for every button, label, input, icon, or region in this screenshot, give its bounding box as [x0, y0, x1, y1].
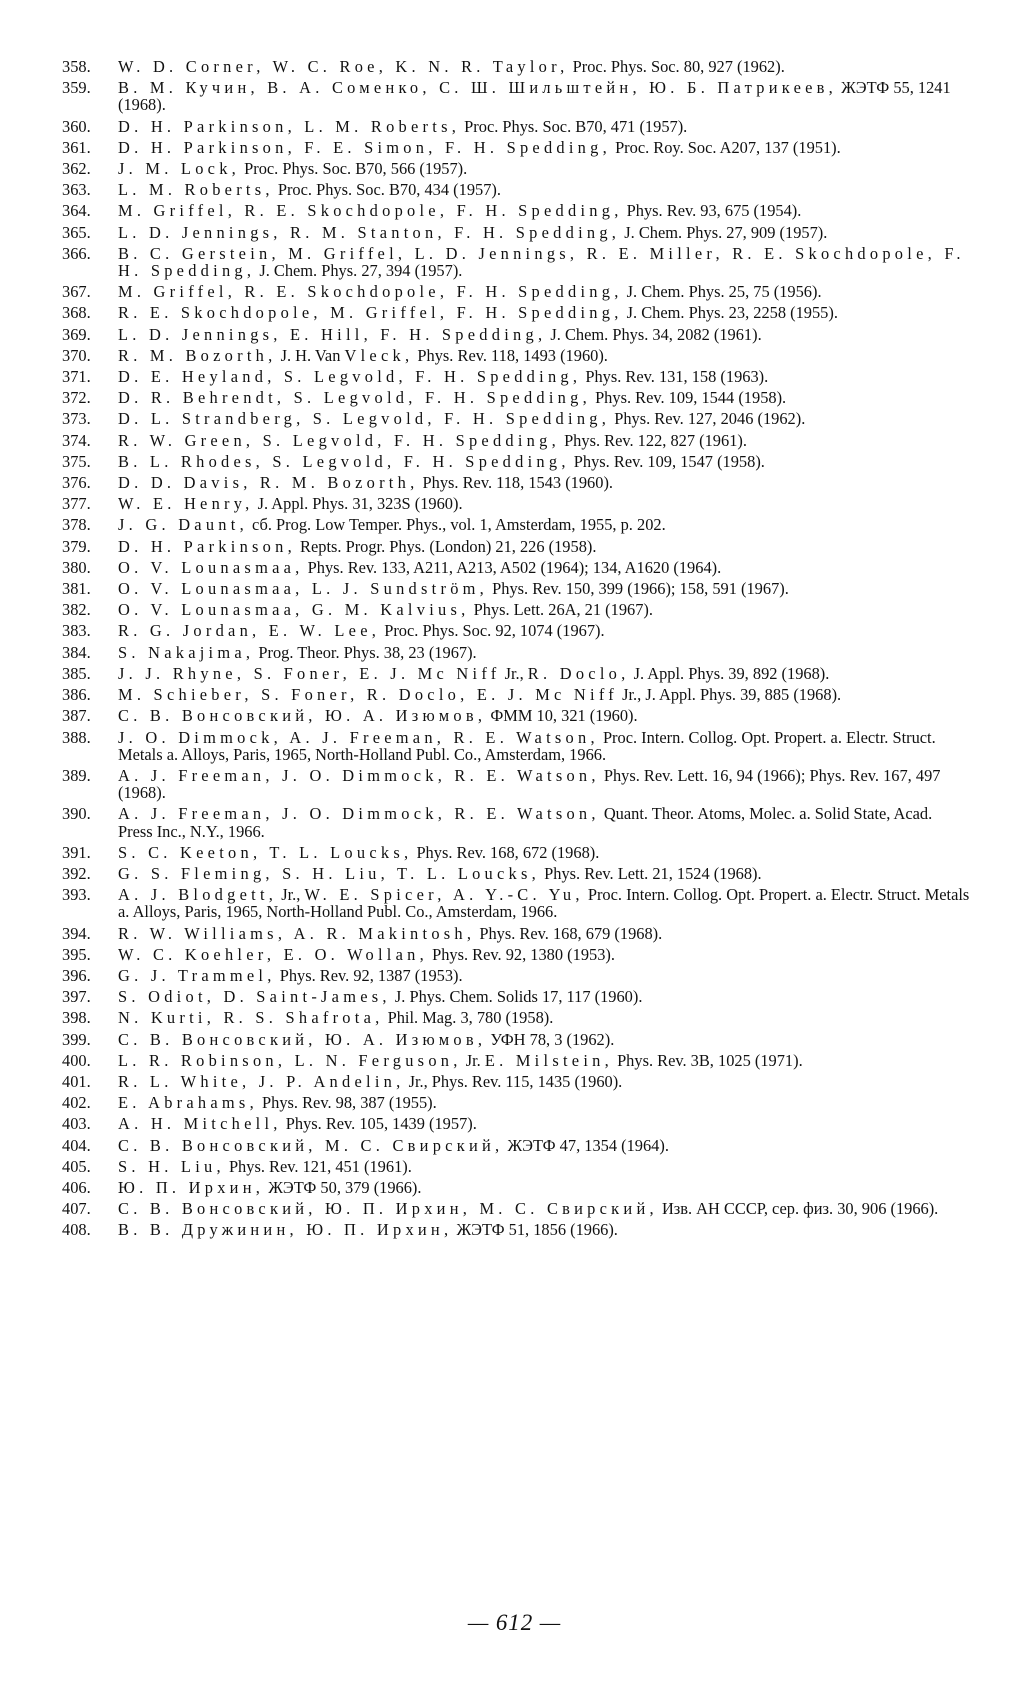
reference-number: 396. — [62, 965, 91, 985]
reference-citation: Phys. Rev. 98, 387 (1955). — [257, 1093, 437, 1113]
reference-number: 361. — [62, 137, 91, 157]
reference-authors: A. J. Freeman, J. O. Dimmock, R. E. Watson, — [118, 804, 600, 824]
reference-number: 360. — [62, 116, 91, 136]
reference-authors: С. В. Вонсовский, Ю. А. Изюмов, — [118, 1029, 487, 1049]
reference-text — [118, 1031, 970, 1048]
reference-number: 383. — [62, 621, 91, 641]
reference-authors: D. R. Behrendt, S. Legvold, F. H. Spedding, — [118, 388, 591, 408]
reference-number: 402. — [62, 1093, 91, 1113]
reference-citation: ФММ 10, 321 (1960). — [486, 706, 638, 726]
reference-authors: W. E. Spicer, A. Y.-C. Yu, — [304, 885, 584, 905]
reference-number: 393. — [62, 885, 91, 905]
reference-text — [118, 304, 970, 321]
reference-text — [118, 865, 970, 882]
reference-number: 376. — [62, 473, 91, 493]
reference-authors: A. J. Blodgett, — [118, 885, 278, 905]
reference-citation: Phys. Rev. 109, 1544 (1958). — [590, 388, 787, 408]
reference-citation: Jr., — [277, 885, 305, 905]
reference-number: 405. — [62, 1156, 91, 1176]
reference-item — [62, 326, 970, 343]
reference-authors: A. H. Mitchell, — [118, 1114, 282, 1134]
reference-citation: Phys. Rev. 133, A211, A213, A502 (1964); 134, A1620 (1964). — [303, 557, 722, 577]
reference-authors: N. Kurti, R. S. Shafrota, — [118, 1008, 384, 1028]
reference-text — [118, 729, 970, 763]
reference-text — [118, 1200, 970, 1217]
reference-text — [118, 181, 970, 198]
reference-authors: W. D. Corner, W. C. Roe, K. N. R. Taylor, — [118, 57, 569, 76]
reference-text — [118, 601, 970, 618]
reference-text — [118, 139, 970, 156]
reference-text — [118, 665, 970, 682]
reference-authors: S. C. Keeton, T. L. Loucks, — [118, 842, 413, 862]
reference-item — [62, 118, 970, 135]
reference-item — [62, 844, 970, 861]
reference-text — [118, 453, 970, 470]
reference-text — [118, 389, 970, 406]
reference-citation: ЖЭТФ 50, 379 (1966). — [264, 1177, 422, 1197]
reference-authors: B. L. Rhodes, S. Legvold, F. H. Spedding, — [118, 451, 570, 471]
reference-item — [62, 1221, 970, 1238]
reference-citation: Phys. Rev. 121, 451 (1961). — [224, 1156, 412, 1176]
reference-item — [62, 1115, 970, 1132]
reference-number: 386. — [62, 685, 91, 705]
reference-item — [62, 1094, 970, 1111]
reference-citation: Jr., J. Appl. Phys. 39, 885 (1968). — [618, 685, 842, 705]
reference-text — [118, 118, 970, 135]
reference-number: 371. — [62, 367, 91, 387]
reference-number: 389. — [62, 765, 91, 785]
reference-citation: Phys. Rev. 168, 672 (1968). — [412, 842, 600, 862]
reference-item — [62, 805, 970, 839]
reference-authors: O. V. Lounasmaa, L. J. Sundström, — [118, 579, 489, 599]
reference-authors: В. М. Кучин, В. А. Соменко, С. Ш. Шильштейн, Ю. Б. Патрикеев, — [118, 78, 838, 98]
reference-number: 380. — [62, 557, 91, 577]
reference-item — [62, 767, 970, 801]
reference-number: 362. — [62, 159, 91, 179]
reference-citation: Phys. Rev. 92, 1380 (1953). — [427, 944, 615, 964]
reference-citation: Phys. Rev. 118, 1493 (1960). — [413, 345, 608, 365]
reference-number: 373. — [62, 409, 91, 429]
reference-item — [62, 389, 970, 406]
reference-citation: Phys. Rev. 131, 158 (1963). — [581, 367, 769, 387]
reference-authors: E. Milstein, — [484, 1050, 613, 1070]
reference-text — [118, 368, 970, 385]
reference-item — [62, 304, 970, 321]
reference-item — [62, 580, 970, 597]
reference-citation: Phys. Rev. 168, 679 (1968). — [475, 923, 663, 943]
reference-citation: Phys. Lett. 26A, 21 (1967). — [469, 600, 653, 620]
reference-item — [62, 538, 970, 555]
reference-number: 387. — [62, 706, 91, 726]
reference-citation: Jr., Phys. Rev. 115, 1435 (1960). — [404, 1071, 623, 1091]
reference-text — [118, 1115, 970, 1132]
reference-authors: L. D. Jennings, R. M. Stanton, F. H. Spedding, — [118, 222, 621, 242]
reference-item — [62, 707, 970, 724]
reference-authors: С. В. Вонсовский, М. С. Свирский, — [118, 1135, 504, 1155]
reference-number: 403. — [62, 1114, 91, 1134]
reference-citation: Proc. Phys. Soc. 80, 927 (1962). — [568, 57, 785, 76]
reference-number: 382. — [62, 600, 91, 620]
reference-authors: L. R. Robinson, L. N. Ferguson, — [118, 1050, 462, 1070]
reference-text — [118, 283, 970, 300]
reference-authors: R. W. Williams, A. R. Makintosh, — [118, 923, 476, 943]
reference-citation: Quant. Theor. Atoms, Molec. a. Solid State, Acad. Press Inc., N.Y., 1966. — [118, 804, 933, 841]
reference-text — [118, 224, 970, 241]
reference-text — [118, 1009, 970, 1026]
reference-citation: Phys. Rev. 93, 675 (1954). — [622, 201, 802, 221]
reference-number: 406. — [62, 1177, 91, 1197]
reference-citation: Proc. Phys. Soc. B70, 566 (1957). — [240, 159, 468, 179]
reference-item — [62, 622, 970, 639]
reference-item — [62, 559, 970, 576]
reference-item — [62, 886, 970, 920]
reference-number: 391. — [62, 842, 91, 862]
reference-item — [62, 1179, 970, 1196]
reference-text — [118, 925, 970, 942]
reference-text — [118, 410, 970, 427]
reference-text — [118, 1221, 970, 1238]
reference-number: 398. — [62, 1008, 91, 1028]
reference-text — [118, 686, 970, 703]
reference-authors: С. В. Вонсовский, Ю. П. Ирхин, М. С. Свирский, — [118, 1199, 658, 1219]
reference-citation: Phys. Rev. 122, 827 (1961). — [559, 430, 747, 450]
reference-number: 372. — [62, 388, 91, 408]
reference-authors: R. G. Jordan, E. W. Lee, — [118, 621, 381, 641]
reference-text — [118, 622, 970, 639]
reference-number: 407. — [62, 1199, 91, 1219]
reference-item — [62, 410, 970, 427]
reference-authors: J. M. Lock, — [118, 159, 241, 179]
reference-list — [62, 58, 970, 1243]
reference-item — [62, 224, 970, 241]
reference-text — [118, 202, 970, 219]
reference-item — [62, 1052, 970, 1069]
reference-citation: Phys. Rev. 3B, 1025 (1971). — [612, 1050, 803, 1070]
reference-number: 395. — [62, 944, 91, 964]
reference-citation: J. Appl. Phys. 39, 892 (1968). — [629, 663, 830, 683]
reference-citation: Phys. Rev. 118, 1543 (1960). — [418, 473, 613, 493]
reference-authors: Ю. П. Ирхин, — [118, 1177, 265, 1197]
reference-item — [62, 79, 970, 113]
reference-text — [118, 245, 970, 279]
reference-authors: A. J. Freeman, J. O. Dimmock, R. E. Watson, — [118, 765, 600, 785]
reference-number: 367. — [62, 282, 91, 302]
reference-authors: В. В. Дружинин, Ю. П. Ирхин, — [118, 1220, 453, 1240]
reference-text — [118, 79, 970, 113]
reference-citation: Jr., — [500, 663, 528, 683]
reference-item — [62, 368, 970, 385]
reference-number: 370. — [62, 345, 91, 365]
reference-authors: S. H. Liu, — [118, 1156, 225, 1176]
reference-citation: Phil. Mag. 3, 780 (1958). — [383, 1008, 554, 1028]
reference-number: 377. — [62, 494, 91, 514]
reference-authors: W. E. Henry, — [118, 494, 254, 514]
reference-citation: Phys. Rev. 127, 2046 (1962). — [610, 409, 806, 429]
reference-item — [62, 925, 970, 942]
reference-number: 375. — [62, 451, 91, 471]
reference-number: 400. — [62, 1050, 91, 1070]
reference-number: 401. — [62, 1071, 91, 1091]
reference-item — [62, 453, 970, 470]
reference-item — [62, 1158, 970, 1175]
reference-citation: ЖЭТФ 55, 1241 (1968). — [118, 78, 951, 115]
reference-text — [118, 1137, 970, 1154]
reference-text — [118, 844, 970, 861]
reference-item — [62, 946, 970, 963]
reference-authors: E. Abrahams, — [118, 1093, 258, 1113]
reference-text — [118, 1158, 970, 1175]
reference-citation: J. Phys. Chem. Solids 17, 117 (1960). — [390, 987, 643, 1007]
reference-citation: J. Chem. Phys. 27, 394 (1957). — [255, 261, 463, 281]
reference-number: 359. — [62, 78, 91, 98]
reference-text — [118, 160, 970, 177]
reference-authors: R. Doclo, — [527, 663, 630, 683]
reference-authors: O. V. Lounasmaa, G. M. Kalvius, — [118, 600, 470, 620]
reference-item — [62, 432, 970, 449]
reference-text — [118, 347, 970, 364]
reference-item — [62, 347, 970, 364]
reference-authors: G. S. Fleming, S. H. Liu, T. L. Loucks, — [118, 863, 541, 883]
reference-authors: M. Schieber, S. Foner, R. Doclo, E. J. Mc Niff — [118, 685, 619, 705]
reference-number: 399. — [62, 1029, 91, 1049]
reference-item — [62, 1031, 970, 1048]
reference-item — [62, 1137, 970, 1154]
reference-item — [62, 58, 970, 75]
reference-number: 404. — [62, 1135, 91, 1155]
reference-citation: Phys. Rev. Lett. 21, 1524 (1968). — [540, 863, 762, 883]
reference-citation: Proc. Roy. Soc. A207, 137 (1951). — [610, 137, 841, 157]
reference-number: 374. — [62, 430, 91, 450]
reference-number: 364. — [62, 201, 91, 221]
reference-authors: R. W. Green, S. Legvold, F. H. Spedding, — [118, 430, 560, 450]
reference-number: 378. — [62, 515, 91, 535]
reference-item — [62, 1073, 970, 1090]
reference-authors: O. V. Lounasmaa, — [118, 557, 304, 577]
reference-authors: R. M. Bozorth, — [118, 345, 277, 365]
reference-authors: R. E. Skochdopole, M. Griffel, F. H. Spedding, — [118, 303, 623, 323]
reference-authors: B. C. Gerstein, M. Griffel, L. D. Jennings, R. E. Miller, R. E. Skochdopole, F. H. Spedding, — [118, 243, 965, 281]
reference-citation: Phys. Rev. 92, 1387 (1953). — [275, 965, 463, 985]
reference-citation: J. Chem. Phys. 23, 2258 (1955). — [622, 303, 838, 323]
reference-item — [62, 245, 970, 279]
reference-number: 363. — [62, 180, 91, 200]
reference-authors: L. M. Roberts, — [118, 180, 274, 200]
reference-citation: Prog. Theor. Phys. 38, 23 (1967). — [254, 642, 477, 662]
reference-authors: G. J. Trammel, — [118, 965, 276, 985]
reference-text — [118, 474, 970, 491]
reference-citation: J. H. Van — [276, 345, 345, 365]
reference-citation: Jr. — [461, 1050, 485, 1070]
reference-item — [62, 865, 970, 882]
reference-text — [118, 644, 970, 661]
reference-authors: D. H. Parkinson, L. M. Roberts, — [118, 116, 461, 136]
reference-authors: M. Griffel, R. E. Skochdopole, F. H. Spedding, — [118, 282, 623, 302]
reference-item — [62, 495, 970, 512]
reference-text — [118, 432, 970, 449]
reference-text — [118, 886, 970, 920]
reference-authors: D. E. Heyland, S. Legvold, F. H. Spedding, — [118, 367, 582, 387]
reference-item — [62, 160, 970, 177]
reference-item — [62, 665, 970, 682]
reference-citation: J. Chem. Phys. 25, 75 (1956). — [622, 282, 822, 302]
reference-text — [118, 1073, 970, 1090]
reference-number: 388. — [62, 727, 91, 747]
reference-text — [118, 805, 970, 839]
reference-number: 365. — [62, 222, 91, 242]
reference-number: 366. — [62, 243, 91, 263]
reference-citation: Изв. АН СССР, сер. физ. 30, 906 (1966). — [657, 1199, 939, 1219]
reference-text — [118, 1179, 970, 1196]
reference-number: 358. — [62, 57, 91, 76]
reference-text — [118, 516, 970, 533]
reference-text — [118, 495, 970, 512]
reference-number: 390. — [62, 804, 91, 824]
reference-item — [62, 686, 970, 703]
reference-citation: Phys. Rev. Lett. 16, 94 (1966); Phys. Rev. 167, 497 (1968). — [118, 765, 941, 803]
reference-item — [62, 967, 970, 984]
reference-authors: J. G. Daunt, — [118, 515, 248, 535]
reference-text — [118, 988, 970, 1005]
reference-authors: M. Griffel, R. E. Skochdopole, F. H. Spedding, — [118, 201, 623, 221]
reference-item — [62, 644, 970, 661]
reference-citation: J. Chem. Phys. 27, 909 (1957). — [620, 222, 828, 242]
reference-citation: Proc. Phys. Soc. 92, 1074 (1967). — [380, 621, 605, 641]
reference-authors: R. L. White, J. P. Andelin, — [118, 1071, 405, 1091]
reference-citation: Phys. Rev. 150, 399 (1966); 158, 591 (1967). — [488, 579, 789, 599]
reference-text — [118, 707, 970, 724]
reference-citation: УФН 78, 3 (1962). — [486, 1029, 615, 1049]
reference-text — [118, 326, 970, 343]
reference-item — [62, 202, 970, 219]
reference-authors: D. L. Strandberg, S. Legvold, F. H. Spedding, — [118, 409, 611, 429]
reference-citation: Phys. Rev. 105, 1439 (1957). — [281, 1114, 477, 1134]
reference-citation: сб. Prog. Low Temper. Phys., vol. 1, Amsterdam, 1955, p. 202. — [247, 515, 666, 535]
reference-text — [118, 767, 970, 801]
reference-item — [62, 1009, 970, 1026]
reference-number: 385. — [62, 663, 91, 683]
reference-citation: J. Appl. Phys. 31, 323S (1960). — [253, 494, 463, 514]
reference-authors: J. J. Rhyne, S. Foner, E. J. Mc Niff — [118, 663, 501, 683]
reference-text — [118, 1094, 970, 1111]
reference-authors: S. Odiot, D. Saint-James, — [118, 987, 391, 1007]
reference-citation: Phys. Rev. 109, 1547 (1958). — [569, 451, 765, 471]
reference-item — [62, 181, 970, 198]
reference-item — [62, 1200, 970, 1217]
reference-item — [62, 729, 970, 763]
reference-item — [62, 139, 970, 156]
reference-authors: W. C. Koehler, E. O. Wollan, — [118, 944, 428, 964]
reference-number: 384. — [62, 642, 91, 662]
reference-authors: J. O. Dimmock, A. J. Freeman, R. E. Watson, — [118, 727, 599, 747]
reference-authors: Vleck, — [344, 345, 414, 365]
reference-number: 392. — [62, 863, 91, 883]
reference-item — [62, 283, 970, 300]
reference-number: 369. — [62, 324, 91, 344]
reference-authors: D. H. Parkinson, F. E. Simon, F. H. Spedding, — [118, 137, 611, 157]
reference-text — [118, 538, 970, 555]
reference-citation: Proc. Phys. Soc. B70, 434 (1957). — [273, 180, 501, 200]
reference-authors: D. H. Parkinson, — [118, 536, 296, 556]
reference-number: 381. — [62, 579, 91, 599]
reference-item — [62, 516, 970, 533]
reference-authors: D. D. Davis, R. M. Bozorth, — [118, 473, 419, 493]
reference-item — [62, 988, 970, 1005]
reference-number: 368. — [62, 303, 91, 323]
reference-authors: С. В. Вонсовский, Ю. А. Изюмов, — [118, 706, 487, 726]
reference-item — [62, 601, 970, 618]
reference-text — [118, 967, 970, 984]
reference-number: 379. — [62, 536, 91, 556]
reference-text — [118, 946, 970, 963]
reference-text — [118, 1052, 970, 1069]
reference-citation: Proc. Intern. Collog. Opt. Propert. a. Electr. Struct. Metals a. Alloys, Paris, 1965, North-Holland Publ. Co., Amsterdam, 1966. — [118, 727, 936, 764]
reference-number: 408. — [62, 1220, 91, 1240]
reference-number: 397. — [62, 987, 91, 1007]
page-number: — 612 — — [467, 1610, 562, 1635]
reference-citation: ЖЭТФ 47, 1354 (1964). — [503, 1135, 669, 1155]
reference-citation: Proc. Intern. Collog. Opt. Propert. a. Electr. Struct. Metals a. Alloys, Paris, 1965, North-Holland Publ. Co., Amsterdam, 1966. — [118, 885, 970, 922]
reference-citation: Repts. Progr. Phys. (London) 21, 226 (1958). — [295, 536, 597, 556]
reference-number: 394. — [62, 923, 91, 943]
reference-authors: S. Nakajima, — [118, 642, 255, 662]
reference-text — [118, 580, 970, 597]
reference-citation: ЖЭТФ 51, 1856 (1966). — [452, 1220, 618, 1240]
reference-authors: L. D. Jennings, E. Hill, F. H. Spedding, — [118, 324, 547, 344]
reference-item — [62, 474, 970, 491]
reference-text — [118, 58, 970, 75]
reference-text — [118, 559, 970, 576]
reference-citation: Proc. Phys. Soc. B70, 471 (1957). — [460, 116, 688, 136]
reference-citation: J. Chem. Phys. 34, 2082 (1961). — [546, 324, 762, 344]
